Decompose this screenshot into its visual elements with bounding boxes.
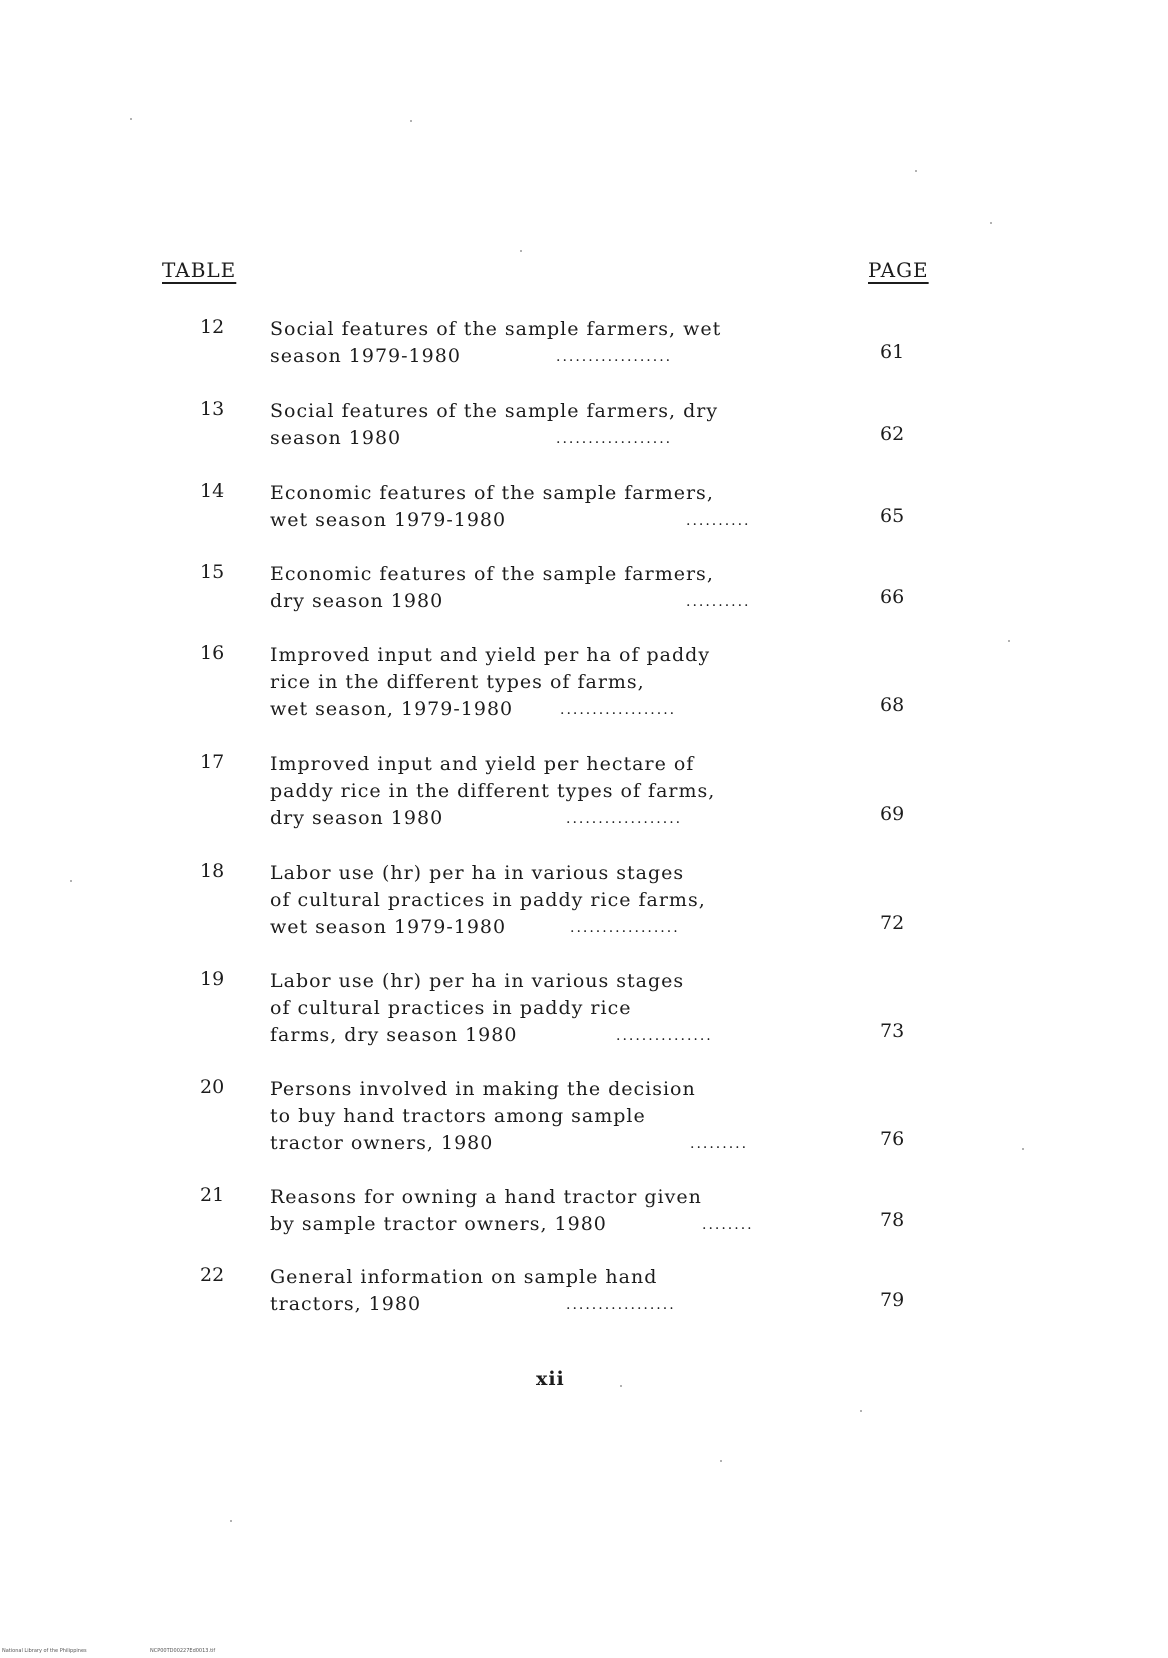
dot-leader: ........	[702, 1217, 754, 1233]
table-title-line: of cultural practices in paddy rice	[270, 997, 632, 1019]
scan-credit-file: NCP00TD00227Ed0013.tif	[150, 1648, 216, 1654]
page-reference: 76	[880, 1128, 905, 1150]
table-title-line: of cultural practices in paddy rice farms,	[270, 889, 706, 911]
table-title-line: wet season 1979-1980	[270, 509, 507, 531]
table-title-line: season 1980	[270, 427, 402, 449]
table-title-line: Economic features of the sample farmers,	[270, 482, 714, 504]
page-reference: 68	[880, 694, 905, 716]
dot-leader: ...............	[616, 1028, 713, 1044]
table-title-line: wet season, 1979-1980	[270, 698, 514, 720]
table-title-line: dry season 1980	[270, 590, 444, 612]
page-reference: 65	[880, 505, 905, 527]
table-number: 19	[200, 968, 225, 990]
dot-leader: .................	[566, 1297, 676, 1313]
table-title-line: Economic features of the sample farmers,	[270, 563, 714, 585]
table-number: 15	[200, 561, 225, 583]
table-title-line: Social features of the sample farmers, wet	[270, 318, 722, 340]
table-number: 14	[200, 480, 225, 502]
table-title	[270, 1264, 830, 1318]
table-title-line: season 1979-1980	[270, 345, 461, 367]
table-title-line: Improved input and yield per hectare of	[270, 753, 695, 775]
scan-speck	[410, 120, 412, 122]
scan-speck	[915, 170, 917, 172]
table-title-line: Social features of the sample farmers, dry	[270, 400, 719, 422]
page-reference: 79	[880, 1289, 905, 1311]
table-title-line: Improved input and yield per ha of paddy	[270, 644, 711, 666]
scan-speck	[990, 222, 992, 224]
table-title	[270, 642, 830, 723]
table-title-line: tractor owners, 1980	[270, 1132, 494, 1154]
table-number: 18	[200, 860, 225, 882]
page-reference: 72	[880, 912, 905, 934]
scan-speck	[230, 1520, 232, 1522]
table-title-line: rice in the different types of farms,	[270, 671, 645, 693]
table-title-line: farms, dry season 1980	[270, 1024, 518, 1046]
scan-speck	[130, 118, 132, 120]
page-reference: 69	[880, 803, 905, 825]
table-number: 17	[200, 751, 225, 773]
page-reference: 61	[880, 341, 905, 363]
dot-leader: ..................	[556, 431, 673, 447]
scan-credit-library: National Library of the Philippines	[2, 1648, 87, 1654]
table-number: 16	[200, 642, 225, 664]
table-title-line: General information on sample hand	[270, 1266, 658, 1288]
scan-speck	[860, 1410, 862, 1412]
scan-speck	[1022, 1148, 1024, 1150]
table-column-heading: TABLE	[162, 258, 237, 282]
table-title-line: tractors, 1980	[270, 1293, 422, 1315]
scan-speck	[620, 1385, 622, 1387]
table-title-line: Reasons for owning a hand tractor given	[270, 1186, 702, 1208]
page-reference: 66	[880, 586, 905, 608]
table-title-line: Labor use (hr) per ha in various stages	[270, 970, 685, 992]
table-number: 22	[200, 1264, 225, 1286]
table-title-line: by sample tractor owners, 1980	[270, 1213, 607, 1235]
table-number: 20	[200, 1076, 225, 1098]
dot-leader: .........	[690, 1136, 749, 1152]
dot-leader: ..........	[686, 513, 751, 529]
page-reference: 78	[880, 1209, 905, 1231]
scan-speck	[720, 1460, 722, 1462]
scan-speck	[520, 250, 522, 252]
table-title-line: paddy rice in the different types of farms,	[270, 780, 716, 802]
table-title-line: Persons involved in making the decision	[270, 1078, 696, 1100]
table-number: 12	[200, 316, 225, 338]
table-title	[270, 316, 830, 370]
table-title-line: dry season 1980	[270, 807, 444, 829]
table-number: 13	[200, 398, 225, 420]
table-title	[270, 860, 830, 941]
page-reference: 73	[880, 1020, 905, 1042]
table-title	[270, 398, 830, 452]
dot-leader: ..........	[686, 594, 751, 610]
table-title-line: wet season 1979-1980	[270, 916, 507, 938]
table-title	[270, 751, 830, 832]
page-number: xii	[536, 1368, 565, 1390]
scan-speck	[70, 880, 72, 882]
page-reference: 62	[880, 423, 905, 445]
page-column-heading: PAGE	[868, 258, 929, 282]
table-title	[270, 968, 830, 1049]
dot-leader: ..................	[566, 811, 683, 827]
table-title-line: Labor use (hr) per ha in various stages	[270, 862, 685, 884]
dot-leader: ..................	[560, 702, 677, 718]
table-title-line: to buy hand tractors among sample	[270, 1105, 646, 1127]
dot-leader: .................	[570, 920, 680, 936]
scan-speck	[1008, 640, 1010, 642]
dot-leader: ..................	[556, 349, 673, 365]
table-number: 21	[200, 1184, 225, 1206]
